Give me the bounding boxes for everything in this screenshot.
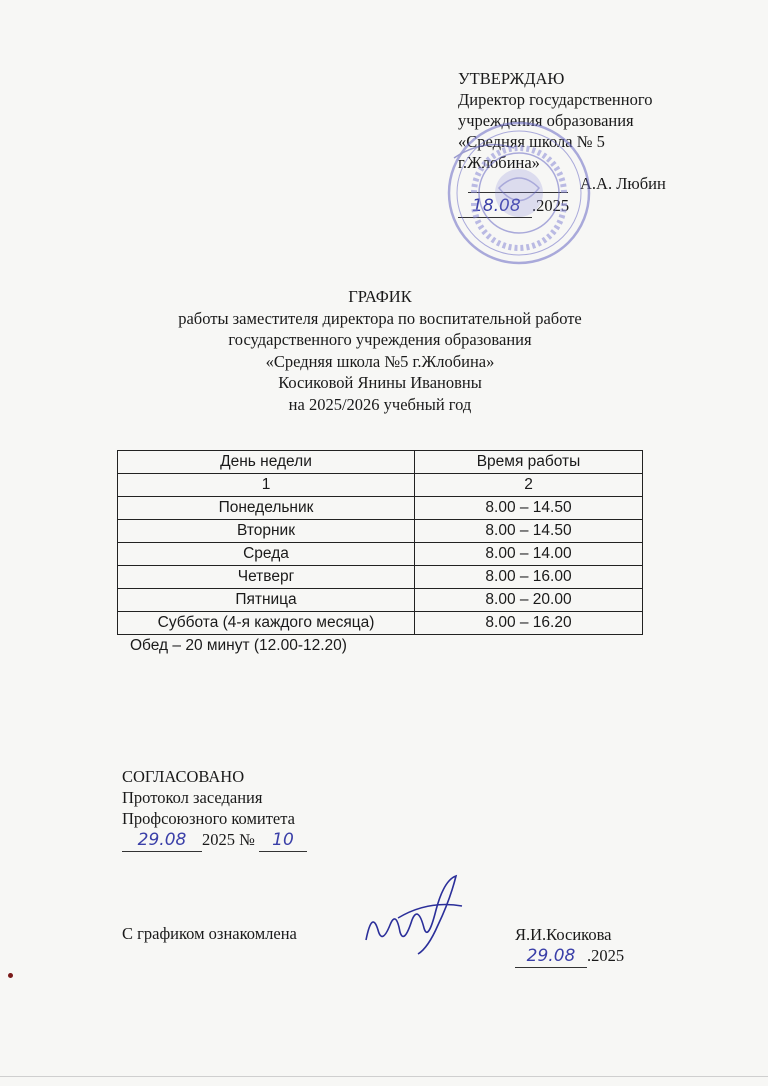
approval-line-2: учреждения образования <box>458 111 634 130</box>
time-cell: 8.00 – 14.00 <box>415 543 643 566</box>
column-number: 2 <box>415 474 643 497</box>
approval-heading: УТВЕРЖДАЮ <box>458 69 565 88</box>
lunch-note: Обед – 20 минут (12.00-12.20) <box>130 637 347 654</box>
time-cell: 8.00 – 14.50 <box>415 497 643 520</box>
document-title <box>120 286 640 415</box>
day-cell: Пятница <box>118 589 415 612</box>
title-heading: ГРАФИК <box>348 287 412 306</box>
acquainted-label: С графиком ознакомлена <box>122 924 297 943</box>
agreed-year-text: 2025 № <box>202 830 255 849</box>
agreed-block <box>122 766 307 852</box>
ink-mark <box>8 973 13 978</box>
header-time: Время работы <box>415 451 643 474</box>
approval-date-year: .2025 <box>532 196 570 215</box>
column-number: 1 <box>118 474 415 497</box>
acquainted-name: Я.И.Косикова <box>515 925 612 944</box>
time-cell: 8.00 – 16.00 <box>415 566 643 589</box>
header-day: День недели <box>118 451 415 474</box>
table-row <box>118 566 643 589</box>
table-row <box>118 612 643 635</box>
approval-line-3: «Средняя школа № 5 <box>458 132 605 151</box>
title-line-3: «Средняя школа №5 г.Жлобина» <box>265 351 495 371</box>
table-row <box>118 543 643 566</box>
agreed-date-handwritten: 29.08 <box>137 830 187 850</box>
time-cell: 8.00 – 16.20 <box>415 612 643 635</box>
table-header-row <box>118 451 643 474</box>
time-cell: 8.00 – 14.50 <box>415 520 643 543</box>
acquainted-date <box>515 945 624 968</box>
table-number-row <box>118 474 643 497</box>
agreed-date-row <box>122 829 307 852</box>
acquainted-block <box>515 924 624 968</box>
acquainted-date-year: .2025 <box>587 946 625 965</box>
signature-icon <box>358 870 468 960</box>
approval-date-handwritten: 18.08 <box>472 196 521 216</box>
day-cell: Суббота (4-я каждого месяца) <box>118 612 415 635</box>
acquainted-date-handwritten: 29.08 <box>526 946 576 966</box>
schedule-table <box>117 450 643 635</box>
agreed-line-1: Протокол заседания <box>122 788 263 807</box>
title-line-1: работы заместителя директора по воспитательной работе <box>178 308 582 328</box>
day-cell: Среда <box>118 543 415 566</box>
approval-line-4: г.Жлобина» <box>458 153 540 172</box>
title-line-4: Косиковой Янины Ивановны <box>278 373 482 392</box>
agreed-line-2: Профсоюзного комитета <box>122 809 295 828</box>
page-edge-divider <box>0 1076 768 1077</box>
day-cell: Вторник <box>118 520 415 543</box>
day-cell: Понедельник <box>118 497 415 520</box>
table-row <box>118 497 643 520</box>
table-row <box>118 589 643 612</box>
official-seal-icon <box>444 118 594 268</box>
day-cell: Четверг <box>118 566 415 589</box>
approval-line-1: Директор государственного <box>458 90 653 109</box>
agreed-heading: СОГЛАСОВАНО <box>122 767 245 786</box>
title-line-2: государственного учреждения образования <box>228 330 532 349</box>
table-row <box>118 520 643 543</box>
agreed-number-handwritten: 10 <box>272 830 294 850</box>
title-line-5: на 2025/2026 учебный год <box>288 394 472 414</box>
approval-name: А.А. Любин <box>580 174 666 193</box>
time-cell: 8.00 – 20.00 <box>415 589 643 612</box>
